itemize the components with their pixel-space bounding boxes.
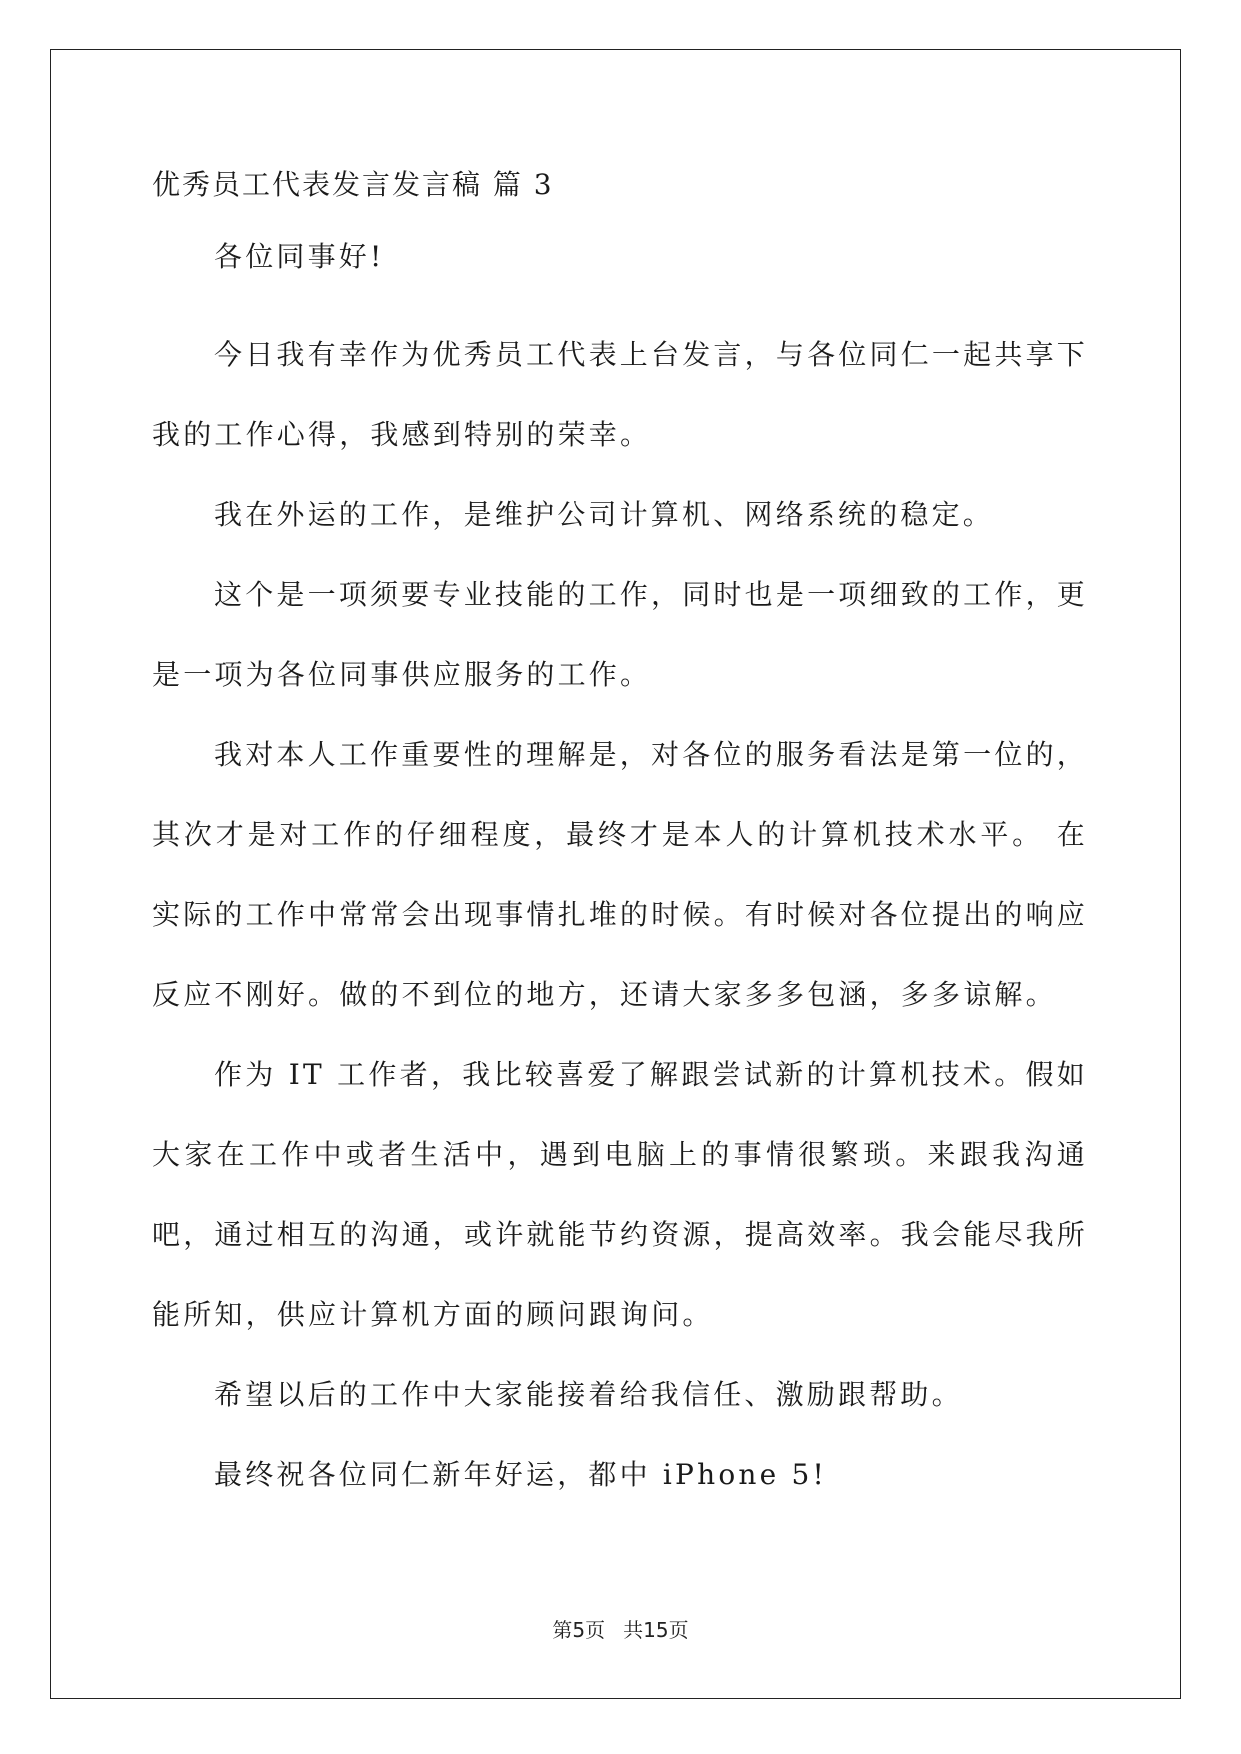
- page-number: 第5页: [552, 1618, 606, 1642]
- document-title: 优秀员工代表发言发言稿 篇 3: [152, 168, 554, 201]
- paragraph-3: 这个是一项须要专业技能的工作，同时也是一项细致的工作，更是一项为各位同事供应服务的工作。: [152, 578, 1088, 691]
- page-total: 共15页: [623, 1618, 689, 1642]
- paragraph-7: 最终祝各位同仁新年好运，都中 iPhone 5!: [214, 1458, 827, 1491]
- paragraph-2: 我在外运的工作，是维护公司计算机、网络系统的稳定。: [214, 498, 995, 531]
- paragraph-4: 我对本人工作重要性的理解是，对各位的服务看法是第一位的，其次才是对工作的仔细程度，最终才是本人的计算机技术水平。 在实际的工作中常常会出现事情扎堆的时候。有时候对各位提出的响应反应不刚好。做的不到位的地方，还请大家多多包涵，多多谅解。: [152, 738, 1089, 1011]
- paragraph-1: 今日我有幸作为优秀员工代表上台发言，与各位同仁一起共享下我的工作心得，我感到特别的荣幸。: [152, 338, 1088, 451]
- document-body: [152, 165, 1088, 1515]
- page-footer: [0, 1614, 1241, 1643]
- paragraph-6: 希望以后的工作中大家能接着给我信任、激励跟帮助。: [214, 1378, 963, 1411]
- paragraph-greeting: 各位同事好!: [214, 240, 385, 273]
- paragraph-5: 作为 IT 工作者，我比较喜爱了解跟尝试新的计算机技术。假如大家在工作中或者生活中，遇到电脑上的事情很繁琐。来跟我沟通吧，通过相互的沟通，或许就能节约资源，提高效率。我会能尽我所能所知，供应计算机方面的顾问跟询问。: [152, 1058, 1089, 1331]
